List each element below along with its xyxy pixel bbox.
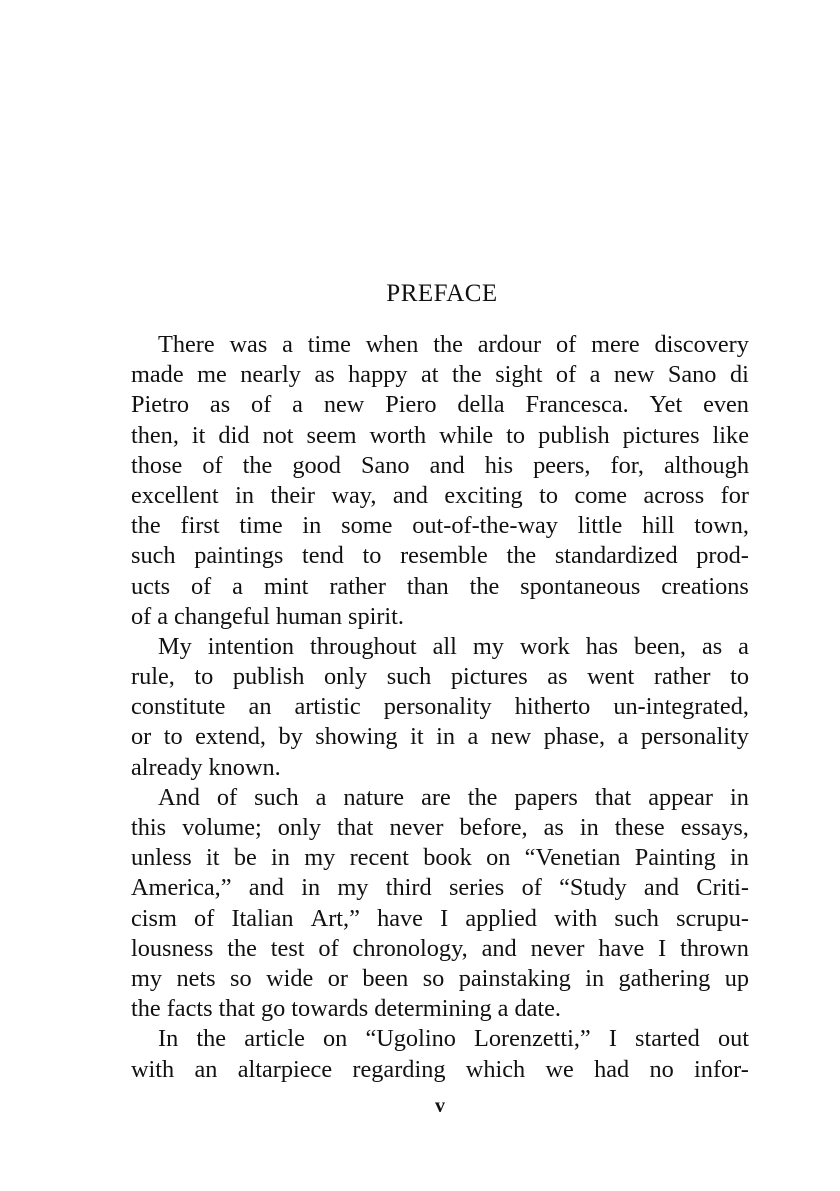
text-line: excellent in their way, and exciting to come across for	[131, 481, 749, 509]
text-line: the first time in some out-of-the-way little hill town,	[131, 512, 749, 540]
text-line: And of such a nature are the papers that appear in	[158, 783, 749, 811]
paragraph	[131, 632, 749, 783]
text-line: cism of Italian Art,” have I applied with such scrupu-	[131, 904, 749, 932]
text-line: with an altarpiece regarding which we had no infor-	[131, 1055, 749, 1083]
text-line: made me nearly as happy at the sight of a new Sano di	[131, 361, 749, 389]
text-line: or to extend, by showing it in a new phase, a personality	[131, 723, 749, 751]
text-line: of a changeful human spirit.	[131, 602, 405, 630]
text-line: those of the good Sano and his peers, for, although	[131, 451, 749, 479]
text-line: constitute an artistic personality hitherto un-integrated,	[131, 693, 749, 721]
text-line: such paintings tend to resemble the standardized prod-	[131, 542, 749, 570]
page-title: PREFACE	[386, 280, 498, 307]
text-line: unless it be in my recent book on “Venetian Painting in	[131, 844, 749, 872]
text-line: already known.	[131, 753, 281, 781]
text-line: my nets so wide or been so painstaking in gathering up	[131, 964, 749, 992]
text-line: the facts that go towards determining a date.	[131, 995, 561, 1023]
text-line: lousness the test of chronology, and never have I thrown	[131, 934, 749, 962]
text-line: ucts of a mint rather than the spontaneous creations	[131, 572, 749, 600]
text-line: this volume; only that never before, as in these essays,	[131, 814, 749, 841]
text-line: In the article on “Ugolino Lorenzetti,” I started out	[158, 1025, 749, 1053]
text-line: rule, to publish only such pictures as went rather to	[131, 663, 749, 691]
page-number: v	[435, 1095, 445, 1117]
text-line: There was a time when the ardour of mere discovery	[158, 331, 749, 358]
paragraph	[131, 1024, 749, 1084]
text-line: My intention throughout all my work has been, as a	[158, 632, 749, 660]
paragraph	[131, 330, 749, 632]
preface-body	[131, 330, 749, 1085]
text-line: then, it did not seem worth while to publish pictures like	[131, 421, 749, 449]
text-line: Pietro as of a new Piero della Francesca. Yet even	[131, 391, 749, 419]
text-line: America,” and in my third series of “Study and Criti-	[131, 874, 749, 902]
paragraph	[131, 783, 749, 1025]
